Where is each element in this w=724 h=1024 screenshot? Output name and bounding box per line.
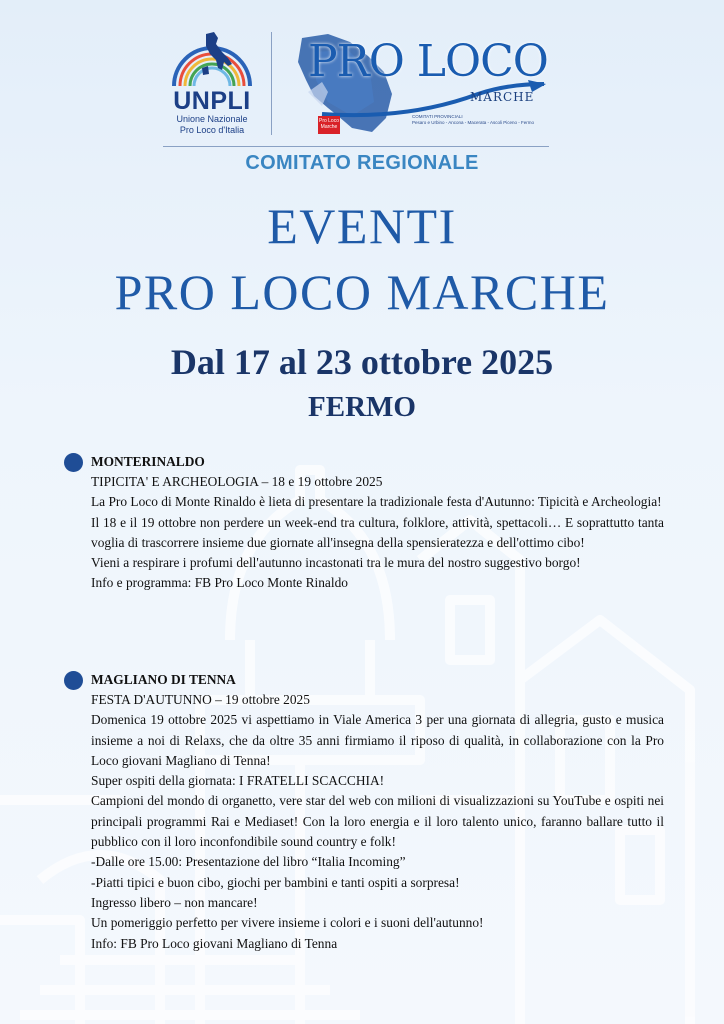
- header-horizontal-divider: [163, 146, 549, 147]
- event-paragraph: La Pro Loco di Monte Rinaldo è lieta di presentare la tradizionale festa d'Autunno: Tipicità e Archeologia!: [91, 494, 662, 510]
- page-title: EVENTI: [267, 198, 457, 254]
- event-paragraph: -Piatti tipici e buon cibo, giochi per bambini e tanti ospiti a sorpresa!: [91, 874, 460, 890]
- unpli-wordmark: UNPLI: [173, 87, 251, 115]
- event-place: MONTERINALDO: [91, 454, 205, 469]
- event-subtitle: TIPICITA' E ARCHEOLOGIA – 18 e 19 ottobre 2025: [91, 474, 383, 489]
- event-paragraph: Vieni a respirare i profumi dell'autunno incastonati tra le mura del nostro suggestivo borgo!: [91, 555, 581, 571]
- event-body: [91, 452, 664, 594]
- unpli-logo: [162, 26, 262, 138]
- badge-line1: Pro Loco: [318, 118, 339, 124]
- date-range: Dal 17 al 23 ottobre 2025: [170, 342, 554, 382]
- event-paragraph: Ingresso libero – non mancare!: [91, 894, 258, 910]
- event-item: [64, 670, 664, 954]
- event-paragraph: -Dalle ore 15.00: Presentazione del libro “Italia Incoming”: [91, 854, 406, 870]
- bullet-icon: [64, 671, 83, 690]
- committees-list: Pesaro e Urbino - Ancona - Macerata - Ascoli Piceno - Fermo: [412, 120, 535, 125]
- event-paragraph: Info: FB Pro Loco giovani Magliano di Tenna: [91, 935, 338, 951]
- proloco-marche-logo: [282, 30, 552, 140]
- event-paragraph: Campioni del mondo di organetto, vere star del web con milioni di visualizzazioni su YouTube e ospiti nei principali programmi Rai e Mediaset! Con la loro energia e il loro talento unico, faranno ballare tutto il pubblico con il loro inconfondibile sound country e folk!: [91, 793, 664, 850]
- unpli-subtitle-line1: Unione Nazionale: [176, 114, 248, 124]
- event-paragraph: Info e programma: FB Pro Loco Monte Rinaldo: [91, 575, 348, 591]
- city-heading: FERMO: [308, 391, 416, 423]
- event-place: MAGLIANO DI TENNA: [91, 672, 236, 687]
- italy-rainbow-emblem-icon: [162, 26, 262, 88]
- proloco-marche-badge: [318, 116, 340, 134]
- unpli-subtitle-line2: Pro Loco d'Italia: [179, 125, 245, 135]
- bullet-icon: [64, 453, 83, 472]
- committees-title: COMITATI PROVINCIALI: [412, 114, 463, 119]
- event-paragraph: Super ospiti della giornata: I FRATELLI SCACCHIA!: [91, 773, 385, 789]
- event-item: [64, 452, 664, 594]
- proloco-wordmark: PRO LOCO: [308, 36, 548, 87]
- header-vertical-divider: [271, 32, 272, 135]
- comitato-regionale-heading: COMITATO REGIONALE: [245, 152, 479, 174]
- event-paragraph: Domenica 19 ottobre 2025 vi aspettiamo in Viale America 3 per una giornata di allegria, gusto e musica insieme a noi di Relaxs, che da oltre 35 anni firmiamo il riposo di qualità, in collaborazione con la Pro Loco giovani Magliano di Tenna!: [91, 712, 664, 768]
- event-paragraph: Un pomeriggio perfetto per vivere insieme i colori e i suoni dell'autunno!: [91, 915, 484, 931]
- event-paragraph: Il 18 e il 19 ottobre non perdere un week-end tra cultura, folklore, attività, spettacoli… E soprattutto tanta voglia di trascorrere insieme due giornate all'insegna della spensieratezza e dell'ottimo cibo!: [91, 514, 664, 550]
- event-body: [91, 670, 664, 954]
- proloco-region-label: MARCHE: [470, 90, 535, 104]
- badge-line2: Marche: [320, 124, 338, 130]
- page-subtitle: PRO LOCO MARCHE: [114, 264, 610, 320]
- page-header: [0, 0, 724, 150]
- event-subtitle: FESTA D'AUTUNNO – 19 ottobre 2025: [91, 692, 310, 707]
- provincial-committees: [412, 114, 552, 126]
